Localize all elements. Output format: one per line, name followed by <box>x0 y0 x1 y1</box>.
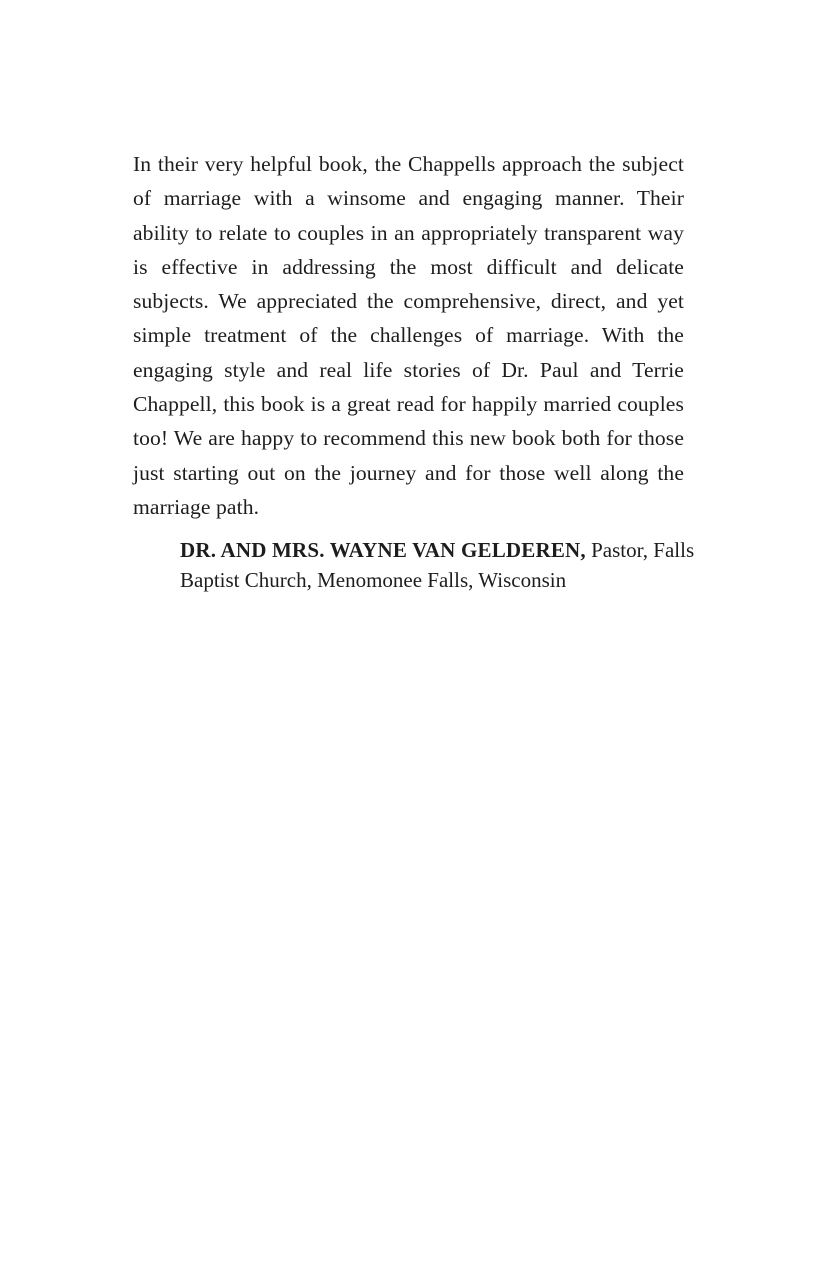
endorsement-attribution <box>180 535 715 595</box>
endorsement-paragraph: In their very helpful book, the Chappells approach the subject of marriage with a winsome and engaging manner. Their ability to relate to couples in an appropriately transparent way is effective in addressing the most difficult and delicate subjects. We appreciated the comprehensive, direct, and yet simple treatment of the challenges of marriage. With the engaging style and real life stories of Dr. Paul and Terrie Chappell, this book is a great read for happily married couples too! We are happy to recommend this new book both for those just starting out on the journey and for those well along the marriage path. <box>133 152 684 519</box>
endorser-role: Pastor, Falls Baptist Church, Menomonee Falls, Wisconsin <box>180 538 695 592</box>
endorser-name: DR. AND MRS. WAYNE VAN GELDEREN, <box>180 538 586 562</box>
